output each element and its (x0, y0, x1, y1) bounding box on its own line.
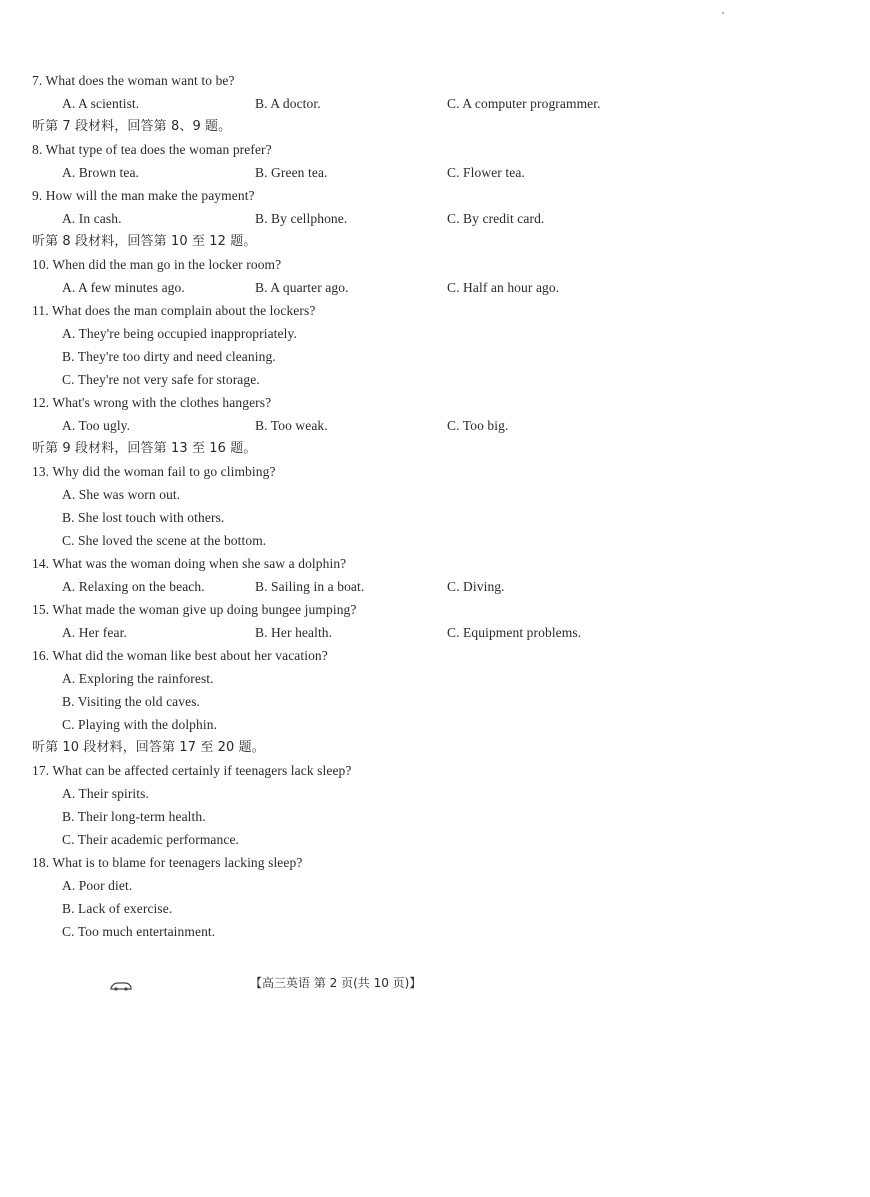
question-16-option-c: C. Playing with the dolphin. (62, 717, 218, 732)
question-16-stem: 16. What did the woman like best about her vacation? (32, 648, 328, 663)
question-10-option-b: B. A quarter ago. (255, 280, 349, 295)
question-18-option-c: C. Too much entertainment. (62, 924, 216, 939)
question-10-option-a: A. A few minutes ago. (62, 280, 185, 295)
publisher-logo-icon (110, 978, 132, 988)
question-17-stem: 17. What can be affected certainly if teenagers lack sleep? (32, 763, 352, 778)
question-10-option-c: C. Half an hour ago. (447, 280, 560, 295)
question-17-option-b: B. Their long-term health. (62, 809, 206, 824)
question-8-stem: 8. What type of tea does the woman prefer? (32, 142, 272, 157)
question-15-option-c: C. Equipment problems. (447, 625, 582, 640)
question-13-option-c: C. She loved the scene at the bottom. (62, 533, 267, 548)
question-11-option-a: A. They're being occupied inappropriately. (62, 326, 297, 341)
question-14-option-c: C. Diving. (447, 579, 505, 594)
question-7-option-a: A. A scientist. (62, 96, 140, 111)
question-16-option-a: A. Exploring the rainforest. (62, 671, 214, 686)
question-7-option-c: C. A computer programmer. (447, 96, 601, 111)
section-instruction-8: 听第 8 段材料，回答第 10 至 12 题。 (32, 234, 257, 249)
question-16-option-b: B. Visiting the old caves. (62, 694, 201, 709)
question-8-option-b: B. Green tea. (255, 165, 328, 180)
question-15-option-a: A. Her fear. (62, 625, 127, 640)
question-17-option-a: A. Their spirits. (62, 786, 149, 801)
question-7-stem: 7. What does the woman want to be? (32, 73, 235, 88)
question-11-stem: 11. What does the man complain about the lockers? (32, 303, 316, 318)
question-18-option-b: B. Lack of exercise. (62, 901, 173, 916)
section-instruction-9: 听第 9 段材料，回答第 13 至 16 题。 (32, 441, 257, 456)
question-11-option-b: B. They're too dirty and need cleaning. (62, 349, 276, 364)
question-12-option-b: B. Too weak. (255, 418, 328, 433)
question-12-option-c: C. Too big. (447, 418, 509, 433)
section-instruction-7: 听第 7 段材料，回答第 8、9 题。 (32, 119, 232, 134)
question-15-option-b: B. Her health. (255, 625, 333, 640)
question-9-option-b: B. By cellphone. (255, 211, 348, 226)
page-footer: 【高三英语 第 2 页(共 10 页)】 (250, 976, 422, 990)
question-10-stem: 10. When did the man go in the locker room? (32, 257, 282, 272)
question-15-stem: 15. What made the woman give up doing bungee jumping? (32, 602, 357, 617)
question-8-option-c: C. Flower tea. (447, 165, 525, 180)
question-18-stem: 18. What is to blame for teenagers lacking sleep? (32, 855, 303, 870)
question-9-option-c: C. By credit card. (447, 211, 545, 226)
question-9-stem: 9. How will the man make the payment? (32, 188, 255, 203)
question-13-option-b: B. She lost touch with others. (62, 510, 225, 525)
question-12-stem: 12. What's wrong with the clothes hangers? (32, 395, 272, 410)
question-14-option-a: A. Relaxing on the beach. (62, 579, 205, 594)
question-13-option-a: A. She was worn out. (62, 487, 181, 502)
question-9-option-a: A. In cash. (62, 211, 122, 226)
section-instruction-10: 听第 10 段材料，回答第 17 至 20 题。 (32, 740, 265, 755)
scan-speck (722, 12, 724, 14)
question-12-option-a: A. Too ugly. (62, 418, 131, 433)
question-8-option-a: A. Brown tea. (62, 165, 140, 180)
question-14-option-b: B. Sailing in a boat. (255, 579, 365, 594)
question-17-option-c: C. Their academic performance. (62, 832, 240, 847)
question-18-option-a: A. Poor diet. (62, 878, 133, 893)
question-7-option-b: B. A doctor. (255, 96, 321, 111)
question-13-stem: 13. Why did the woman fail to go climbing? (32, 464, 276, 479)
question-14-stem: 14. What was the woman doing when she saw a dolphin? (32, 556, 347, 571)
question-11-option-c: C. They're not very safe for storage. (62, 372, 260, 387)
